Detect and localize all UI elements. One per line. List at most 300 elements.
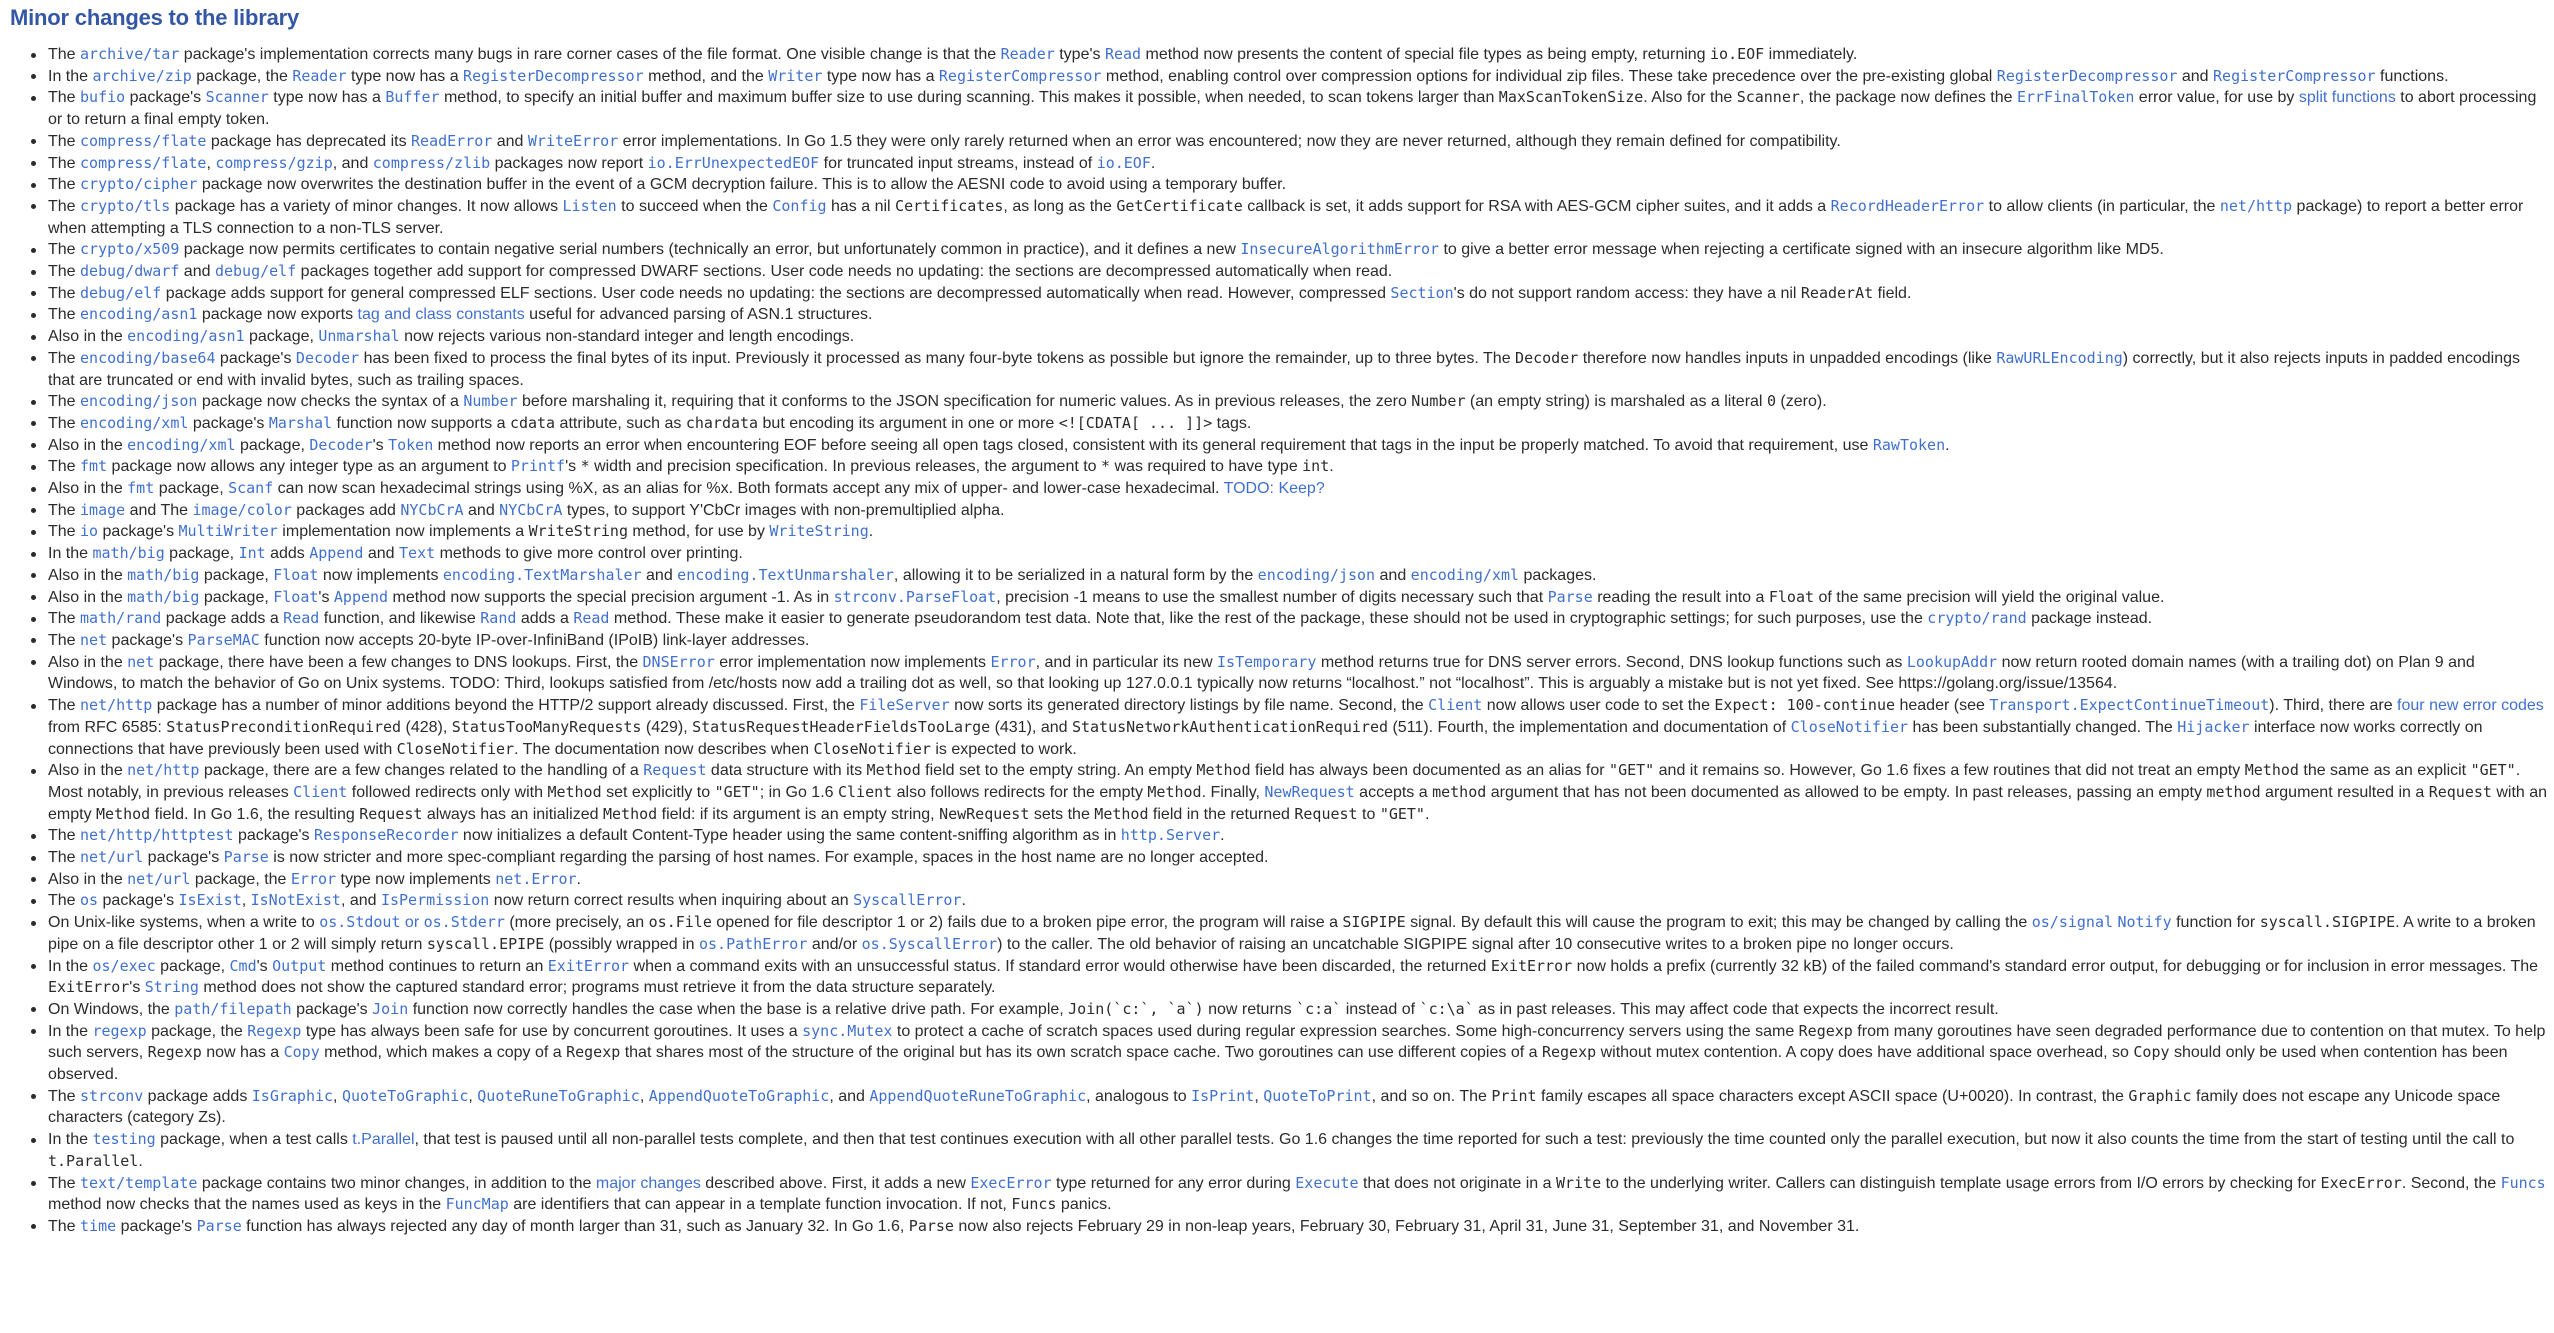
code-link[interactable]: ExitError	[547, 956, 630, 975]
code-text: ExitError	[1490, 956, 1573, 975]
body-text: package now exports	[197, 306, 358, 324]
code-link[interactable]: RawURLEncoding	[1996, 348, 2123, 367]
code-link[interactable]: Read	[573, 609, 610, 628]
code-link[interactable]: os/exec	[92, 956, 156, 975]
code-link[interactable]: encoding.TextUnmarshaler	[677, 565, 894, 584]
code-link[interactable]: Reader	[292, 66, 347, 85]
body-text: packages together add support for compressed DWARF sections. User code needs no updating: the sections are decompressed automatically when read.	[296, 263, 1393, 281]
list-item	[48, 543, 2548, 565]
code-text: Method	[96, 804, 151, 823]
code-link[interactable]: fmt	[80, 457, 108, 476]
code-link[interactable]: Float	[273, 565, 319, 584]
body-text: , analogous to	[1086, 1087, 1192, 1105]
code-link[interactable]: Number	[463, 392, 518, 411]
code-text: `c:\a`	[1419, 999, 1474, 1018]
code-link[interactable]: text/template	[80, 1173, 198, 1192]
code-text: *	[1101, 457, 1111, 476]
code-link[interactable]: Rand	[480, 609, 517, 628]
changes-list	[0, 44, 2554, 1238]
code-link[interactable]: IsTemporary	[1217, 652, 1317, 671]
body-text: therefore now handles inputs in unpadded encodings (like	[1578, 349, 1997, 367]
code-link[interactable]: Parse	[223, 848, 269, 867]
code-link[interactable]: net/http	[127, 761, 200, 780]
body-text: .	[576, 870, 581, 888]
body-text: , that test is paused until all non-parallel tests complete, and then that test continues execution with all other parallel tests. Go 1.6 changes the time reported for such a test: previously the time counted only the parallel execution, but now it also counts the time from the start of testing until the call to	[414, 1131, 2515, 1149]
list-item	[48, 131, 2548, 153]
body-text: , the package now defines the	[1799, 89, 2017, 107]
code-link[interactable]: IsNotExist	[250, 891, 341, 910]
body-text: now initializes a default Content-Type header using the same content-sniffing algorithm as in	[458, 827, 1121, 845]
list-item	[48, 1173, 2548, 1216]
code-link[interactable]: archive/zip	[92, 66, 192, 85]
list-item	[48, 283, 2548, 305]
code-link[interactable]: Printf	[510, 457, 566, 476]
body-text: of the same precision will yield the original value.	[1814, 588, 2165, 606]
body-text: (an empty string) is marshaled as a literal	[1465, 393, 1767, 411]
code-text: NewRequest	[939, 804, 1030, 823]
body-text: also follows redirects for the empty	[892, 783, 1148, 801]
code-link[interactable]: time	[80, 1216, 117, 1235]
code-link[interactable]: RegisterCompressor	[2213, 66, 2376, 85]
code-link[interactable]: encoding/xml	[80, 413, 189, 432]
body-text: for truncated input streams, instead of	[819, 154, 1097, 172]
body-text: error implementation now implements	[714, 653, 991, 671]
code-link[interactable]: net	[80, 630, 108, 649]
code-link[interactable]: Funcs	[2500, 1173, 2546, 1192]
code-link[interactable]: NewRequest	[1264, 782, 1355, 801]
body-text: method now reports an error when encountering EOF before seeing all open tags closed, consistent with its general requirement that tags in the input be properly matched. To avoid that requirement, use	[433, 436, 1873, 454]
body-text: , and	[340, 892, 381, 910]
body-text: and	[179, 263, 215, 281]
body-text: useful for advanced parsing of ASN.1 structures.	[524, 306, 873, 324]
code-text: io.EOF	[1710, 45, 1765, 63]
body-text: 's	[256, 957, 273, 975]
body-text: The	[48, 197, 81, 215]
body-text: reading the result into a	[1592, 588, 1769, 606]
code-link[interactable]: FuncMap	[445, 1195, 509, 1214]
code-link[interactable]: encoding/xml	[1410, 565, 1520, 584]
code-link[interactable]: crypto/rand	[1927, 609, 2027, 628]
code-link[interactable]: testing	[92, 1130, 156, 1149]
code-text: Decoder	[1515, 348, 1579, 367]
code-link[interactable]: Marshal	[268, 413, 333, 432]
code-link[interactable]: Append	[309, 544, 364, 563]
list-item	[48, 608, 2548, 630]
code-link[interactable]: net	[127, 652, 155, 671]
code-link[interactable]: math/big	[92, 544, 165, 563]
code-link[interactable]: net/http	[80, 696, 153, 715]
code-text: Join(`c:`, `a`)	[1068, 999, 1204, 1018]
body-text: The	[48, 154, 81, 172]
code-link[interactable]: Config	[772, 196, 827, 215]
code-text: Regexp	[1541, 1043, 1597, 1062]
text-link[interactable]: major changes	[595, 1174, 701, 1192]
code-link[interactable]: encoding/base64	[80, 348, 216, 367]
code-link[interactable]: Decoder	[309, 435, 373, 454]
body-text: now holds a prefix (currently 32 kB) of the failed command's standard error output, for debugging or for inclusion in error messages. The	[1572, 957, 2539, 975]
code-link[interactable]: Section	[1390, 283, 1454, 302]
body-text: and	[363, 545, 400, 563]
code-link[interactable]: Error	[290, 869, 337, 888]
code-text: Method	[2244, 761, 2299, 780]
code-link[interactable]: MultiWriter	[178, 522, 278, 541]
list-item	[48, 326, 2548, 348]
text-link[interactable]: t.Parallel	[352, 1131, 415, 1149]
body-text: The	[48, 501, 81, 519]
code-link[interactable]: Buffer	[385, 88, 440, 107]
body-text: has a nil	[826, 197, 896, 215]
body-text: The	[48, 827, 81, 845]
body-text: The	[48, 349, 81, 367]
code-link[interactable]: math/big	[127, 565, 200, 584]
code-link[interactable]: ErrFinalToken	[2016, 88, 2135, 107]
body-text: data structure with its	[706, 762, 867, 780]
body-text: package, there have been a few changes to DNS lookups. First, the	[154, 653, 643, 671]
list-item	[48, 435, 2548, 457]
code-link[interactable]: http.Server	[1120, 826, 1221, 845]
body-text: Also in the	[48, 436, 128, 454]
code-link[interactable]: Read	[1104, 45, 1142, 63]
body-text: package's	[125, 89, 206, 107]
body-text: to the underlying writer. Callers can distinguish template usage errors from I/O errors by checking for	[1601, 1174, 2321, 1192]
code-link[interactable]: IsExist	[178, 891, 242, 910]
code-link[interactable]: debug/dwarf	[80, 262, 180, 281]
code-link[interactable]: net.Error	[495, 869, 577, 888]
code-link[interactable]: encoding/json	[80, 392, 198, 411]
body-text: but encoding its argument in one or more	[758, 414, 1059, 432]
code-link[interactable]: math/big	[127, 587, 200, 606]
body-text: The	[48, 89, 81, 107]
code-text: 0	[1766, 392, 1776, 411]
body-text: to abort processing or to return a final empty token.	[48, 89, 2537, 129]
code-text: Copy	[2133, 1043, 2170, 1062]
code-link[interactable]: os/signal	[2031, 913, 2114, 932]
code-text: `c:a`	[1296, 999, 1342, 1018]
body-text: The	[48, 176, 81, 194]
code-link[interactable]: bufio	[80, 88, 126, 107]
body-text: Also in the	[48, 762, 128, 780]
body-text: ; in Go 1.6	[759, 783, 838, 801]
body-text: .	[1220, 827, 1225, 845]
code-link[interactable]: ParseMAC	[187, 630, 260, 649]
body-text: package contains two minor changes, in addition to the	[197, 1174, 596, 1192]
body-text: and	[492, 132, 528, 150]
body-text: types, to support Y'CbCr images with non-premultiplied alpha.	[562, 501, 1005, 519]
code-link[interactable]: Copy	[283, 1043, 320, 1062]
body-text: package's	[291, 1000, 373, 1018]
body-text: , allowing it to be serialized in a natural form by the	[893, 566, 1258, 584]
code-link[interactable]: image/color	[192, 500, 292, 519]
body-text: and	[1375, 566, 1411, 584]
code-text: Regexp	[147, 1043, 202, 1062]
code-text: <![CDATA[ ... ]]>	[1058, 413, 1213, 432]
code-link[interactable]: NYCbCrA	[499, 500, 563, 519]
code-link[interactable]: Transport.ExpectContinueTimeout	[1989, 696, 2270, 715]
code-link[interactable]: Hijacker	[2177, 717, 2250, 736]
code-link[interactable]: LookupAddr	[1906, 652, 1998, 671]
code-link[interactable]: Read	[283, 609, 320, 628]
code-link[interactable]: encoding/asn1	[80, 305, 198, 324]
body-text: method does not show the captured standard error; programs must retrieve it from the data structure separately.	[198, 979, 996, 997]
list-item	[48, 500, 2548, 522]
body-text: In the	[48, 67, 93, 85]
code-link[interactable]: NYCbCrA	[400, 500, 464, 519]
body-text: field.	[1873, 284, 1912, 302]
body-text: The	[48, 414, 81, 432]
code-link[interactable]: ReadError	[411, 131, 493, 150]
body-text: .	[1329, 458, 1334, 476]
code-link[interactable]: RegisterDecompressor	[1996, 66, 2178, 85]
code-link[interactable]: SyscallError	[853, 891, 962, 910]
body-text: ) to the caller. The old behavior of raising an uncatchable SIGPIPE signal after 10 consecutive writes to a broken pipe no longer occurs.	[997, 935, 1954, 953]
code-link[interactable]: compress/flate	[80, 131, 207, 150]
body-text: The	[48, 523, 81, 541]
code-link[interactable]: os	[80, 891, 99, 910]
body-text: package now allows any integer type as an argument to	[107, 458, 511, 476]
code-link[interactable]: String	[144, 978, 199, 997]
code-link[interactable]: net/url	[80, 848, 144, 867]
code-link[interactable]: IsPermission	[380, 891, 490, 910]
code-link[interactable]: Reader	[1000, 45, 1055, 63]
body-text: . The documentation now describes when	[514, 740, 814, 758]
code-link[interactable]: Request	[643, 761, 707, 780]
code-text: StatusPreconditionRequired	[166, 717, 402, 736]
code-text: Method	[1147, 782, 1202, 801]
code-link[interactable]: compress/gzip	[215, 153, 333, 172]
code-link[interactable]: AppendQuoteRuneToGraphic	[869, 1086, 1087, 1105]
code-link[interactable]: debug/elf	[80, 283, 162, 302]
code-link[interactable]: compress/zlib	[372, 153, 491, 172]
code-link[interactable]: Scanner	[205, 88, 269, 107]
code-link[interactable]: encoding/asn1	[127, 327, 245, 346]
body-text: 's	[129, 979, 145, 997]
code-link[interactable]: Parse	[196, 1216, 242, 1235]
code-link[interactable]: AppendQuoteToGraphic	[648, 1086, 830, 1105]
body-text: package, when a test calls	[155, 1131, 353, 1149]
body-text: The	[48, 458, 81, 476]
text-link[interactable]: tag and class constants	[357, 306, 525, 324]
list-item	[48, 630, 2548, 652]
code-link[interactable]: Output	[272, 956, 327, 975]
code-link[interactable]: crypto/x509	[80, 240, 180, 259]
text-link[interactable]: TODO: Keep?	[1223, 480, 1325, 498]
code-link[interactable]: Parse	[1547, 587, 1593, 606]
body-text: followed redirects only with	[347, 783, 548, 801]
text-link[interactable]: four new error codes	[2397, 697, 2544, 715]
code-link[interactable]: CloseNotifier	[1790, 717, 1909, 736]
code-link[interactable]: QuoteRuneToGraphic	[477, 1086, 640, 1105]
body-text: In the	[48, 545, 93, 563]
code-link[interactable]: WriteError	[527, 131, 619, 150]
code-link[interactable]: sync.Mutex	[802, 1021, 893, 1040]
code-link[interactable]: encoding/xml	[127, 435, 236, 454]
code-link[interactable]: regexp	[92, 1021, 147, 1040]
code-link[interactable]: Int	[238, 544, 266, 563]
code-link[interactable]: DNSError	[642, 652, 715, 671]
body-text: field in the returned	[1148, 805, 1295, 823]
code-link[interactable]: io.EOF	[1096, 153, 1151, 172]
body-text: The	[48, 849, 81, 867]
code-link[interactable]: net/http/httptest	[80, 826, 234, 845]
body-text: , as long as the	[1003, 197, 1117, 215]
body-text: package,	[155, 957, 230, 975]
body-text: to protect a cache of scratch spaces used during regular expression searches. Some high-concurrency servers using the same	[892, 1022, 1799, 1040]
code-link[interactable]: Execute	[1295, 1173, 1359, 1192]
list-item	[48, 869, 2548, 891]
body-text: (possibly wrapped in	[544, 935, 699, 953]
code-link[interactable]: Append	[333, 587, 389, 606]
body-text: argument that has not been documented as allowed to be empty. In past releases, passing an empty	[1486, 783, 2207, 801]
body-text: error implementations. In Go 1.5 they were only rarely returned when an error was encountered; now they are never returned, although they remain defined for compatibility.	[618, 132, 1841, 150]
code-text: WriteString	[528, 522, 628, 541]
body-text: , and in particular its new	[1035, 653, 1218, 671]
code-link[interactable]: ResponseRecorder	[313, 826, 459, 845]
body-text: 's do not support random access: they have a nil	[1453, 284, 1801, 302]
code-link[interactable]: Token	[388, 435, 434, 454]
code-text: MaxScanTokenSize	[1498, 88, 1644, 107]
body-text: package now checks the syntax of a	[197, 393, 464, 411]
body-text: package adds a	[161, 610, 284, 628]
code-link[interactable]: RawToken	[1872, 435, 1946, 454]
list-item	[48, 478, 2548, 500]
body-text: package,	[199, 566, 274, 584]
code-link[interactable]: crypto/cipher	[80, 175, 198, 194]
code-link[interactable]: os.PathError	[699, 934, 808, 953]
code-link[interactable]: Listen	[562, 196, 617, 215]
body-text: is expected to work.	[930, 740, 1077, 758]
body-text: method, enabling control over compression options for individual zip files. These take precedence over the pre-existing global	[1101, 67, 1997, 85]
code-link[interactable]: compress/flate	[80, 153, 207, 172]
list-item	[48, 587, 2548, 609]
code-text: GetCertificate	[1116, 196, 1243, 215]
code-link[interactable]: os.Stdout	[319, 913, 401, 932]
code-link[interactable]: net/url	[127, 869, 191, 888]
code-link[interactable]: io	[80, 522, 99, 541]
code-link[interactable]: Text	[399, 544, 436, 563]
body-text: Also in the	[48, 653, 128, 671]
body-text: package instead.	[2026, 610, 2153, 628]
body-text: without mutex contention. A copy does have additional space overhead, so	[1596, 1044, 2134, 1062]
code-link[interactable]: Float	[273, 587, 319, 606]
code-link[interactable]: RegisterCompressor	[938, 66, 1102, 85]
list-item	[48, 1086, 2548, 1129]
code-link[interactable]: QuoteToGraphic	[341, 1086, 469, 1105]
code-text: SIGPIPE	[1342, 913, 1406, 932]
code-link[interactable]: FileServer	[859, 696, 950, 715]
code-link[interactable]: Decoder	[295, 348, 360, 367]
code-link[interactable]: net/http	[2219, 196, 2293, 215]
body-text: Also in the	[48, 328, 128, 346]
body-text: family does not escape any Unicode space characters (category Zs).	[48, 1087, 2501, 1127]
code-link[interactable]: os.Stderr	[423, 913, 505, 932]
code-link[interactable]: IsPrint	[1191, 1086, 1255, 1105]
code-link[interactable]: RecordHeaderError	[1830, 196, 1985, 215]
body-text: The	[48, 263, 81, 281]
body-text: attribute, such as	[555, 414, 686, 432]
code-link[interactable]: io.ErrUnexpectedEOF	[647, 153, 820, 172]
code-link[interactable]: debug/elf	[214, 262, 297, 281]
code-link[interactable]: Client	[293, 782, 348, 801]
code-link[interactable]: Client	[1428, 696, 1483, 715]
code-text: StatusTooManyRequests	[451, 717, 642, 736]
body-text: signal. By default this will cause the program to exit; this may be changed by calling the	[1405, 914, 2032, 932]
code-link[interactable]: QuoteToPrint	[1263, 1086, 1372, 1105]
code-link[interactable]: Scanf	[228, 479, 274, 498]
body-text: before marshaling it, requiring that it conforms to the JSON specification for numeric values. As in previous releases, the zero	[517, 393, 1412, 411]
list-item	[48, 890, 2548, 912]
code-link[interactable]: Unmarshal	[318, 327, 400, 346]
body-text: The	[48, 393, 81, 411]
body-text: The	[48, 132, 81, 150]
body-text: type returned for any error during	[1051, 1174, 1296, 1192]
body-text: package has a variety of minor changes. It now allows	[170, 197, 563, 215]
code-link[interactable]: Cmd	[229, 956, 257, 975]
code-link[interactable]: strconv.ParseFloat	[833, 587, 997, 606]
code-link[interactable]: WriteString	[769, 522, 869, 541]
code-link[interactable]: Error	[990, 652, 1036, 671]
body-text: header (see	[1895, 697, 1990, 715]
list-item	[48, 153, 2548, 175]
body-text: ,	[639, 1087, 649, 1105]
code-link[interactable]: strconv	[80, 1086, 144, 1105]
body-text: On Windows, the	[48, 1000, 175, 1018]
body-text: function now correctly handles the case when the base is a relative drive path. For example,	[408, 1000, 1069, 1018]
body-text: argument resulted in a	[2260, 783, 2429, 801]
body-text: package, the	[190, 870, 291, 888]
code-link[interactable]: Notify	[2117, 913, 2172, 932]
code-link[interactable]: Regexp	[247, 1021, 302, 1040]
body-text: ,	[1254, 1087, 1264, 1105]
code-link[interactable]: Join	[372, 999, 409, 1018]
body-text: ,	[241, 892, 251, 910]
text-link[interactable]: split functions	[2298, 89, 2396, 107]
code-link[interactable]: image	[80, 500, 126, 519]
body-text: . Finally,	[1201, 783, 1265, 801]
list-item	[48, 1216, 2548, 1238]
code-link[interactable]: archive/tar	[80, 45, 180, 63]
body-text: family escapes all space characters except ASCII space (U+0020). In contrast, the	[1536, 1087, 2129, 1105]
body-text: method, and the	[643, 67, 769, 85]
body-text: type now has a	[268, 89, 386, 107]
body-text: , and	[829, 1087, 870, 1105]
code-link[interactable]: crypto/tls	[80, 196, 171, 215]
body-text: has been substantially changed. The	[1908, 718, 2178, 736]
code-link[interactable]: math/rand	[80, 609, 162, 628]
code-text: Scanner	[1736, 88, 1800, 107]
body-text: method, for use by	[627, 523, 770, 541]
code-link[interactable]: os.SyscallError	[861, 934, 998, 953]
body-text: Also in the	[48, 566, 128, 584]
code-link[interactable]: Writer	[768, 66, 823, 85]
code-link[interactable]: ExecError	[970, 1173, 1052, 1192]
code-link[interactable]: RegisterDecompressor	[463, 66, 644, 85]
code-link[interactable]: encoding.TextMarshaler	[442, 565, 642, 584]
text-link[interactable]: or	[400, 914, 424, 932]
code-link[interactable]: IsGraphic	[251, 1086, 334, 1105]
list-item	[48, 239, 2548, 261]
code-text: CloseNotifier	[813, 739, 931, 758]
code-link[interactable]: path/filepath	[174, 999, 292, 1018]
code-link[interactable]: encoding/json	[1257, 565, 1376, 584]
code-link[interactable]: InsecureAlgorithmError	[1240, 240, 1440, 259]
body-text: function has always rejected any day of month larger than 31, such as January 32. In Go 1.6,	[241, 1217, 909, 1235]
body-text: and	[641, 566, 678, 584]
body-text: .	[868, 523, 874, 541]
body-text: error value, for use by	[2134, 89, 2299, 107]
code-text: StatusNetworkAuthenticationRequired	[1071, 717, 1389, 736]
list-item	[48, 652, 2548, 695]
code-link[interactable]: fmt	[127, 479, 155, 498]
